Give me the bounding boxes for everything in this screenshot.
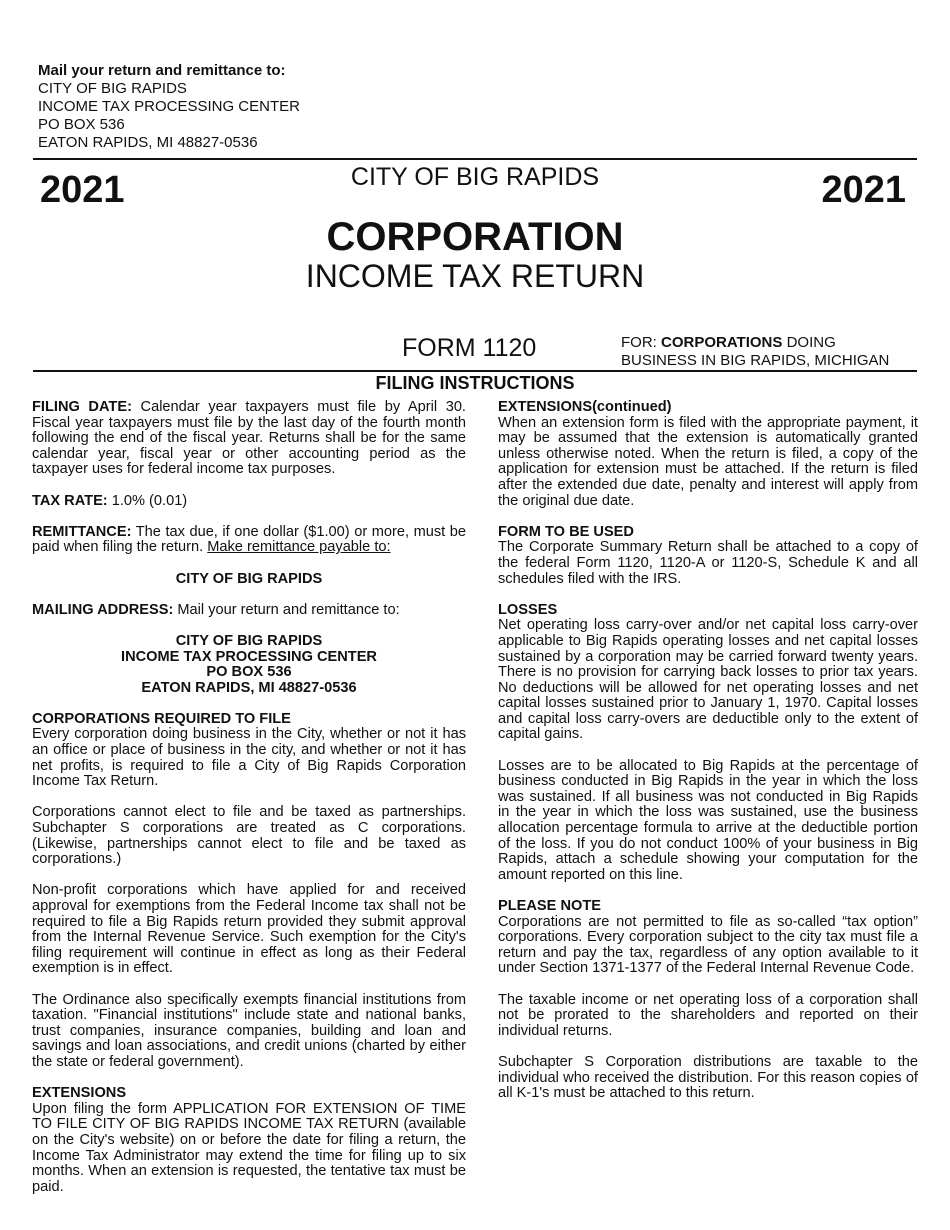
tax-year-right: 2021 <box>821 169 906 211</box>
tax-rate-label: TAX RATE: <box>32 492 108 509</box>
middle-divider <box>33 370 917 372</box>
extensions-continued-paragraph: When an extension form is filed with the appropriate payment, it may be assumed that the extension is automatically granted unless otherwise noted. When the return is filed, a copy of the application for extension must be attached. If the return is filed after the extended due date, penalty and interest will apply from the original due date. <box>498 414 918 509</box>
losses-heading: LOSSES <box>498 601 558 618</box>
left-column <box>32 400 466 1195</box>
form-to-be-used-heading: FORM TO BE USED <box>498 523 634 540</box>
tax-rate-text: 1.0% (0.01) <box>107 492 188 509</box>
please-note-paragraph: The taxable income or net operating loss of a corporation shall not be prorated to the shareholders and reported on their individual returns. <box>498 991 918 1039</box>
please-note-paragraph: Corporations are not permitted to file as so-called “tax option” corporations. Every corporation subject to the city tax must file a return and pay the tax, regardless of any option available to it under Section 1371-1377 of the Federal Internal Revenue Code. <box>498 913 918 977</box>
required-paragraph: Every corporation doing business in the City, whether or not it has an office or place of business in the city, and whether or not it has net profits, is required to file a City of Big Rapids Corporation Income Tax Return. <box>32 726 466 790</box>
mailing-line: INCOME TAX PROCESSING CENTER <box>38 98 300 115</box>
address-line: PO BOX 536 <box>206 664 292 681</box>
payee-name: CITY OF BIG RAPIDS <box>175 570 323 587</box>
address-line: CITY OF BIG RAPIDS <box>175 632 323 649</box>
mailing-line: EATON RAPIDS, MI 48827-0536 <box>38 134 258 151</box>
mailing-line: PO BOX 536 <box>38 116 125 133</box>
required-heading: CORPORATIONS REQUIRED TO FILE <box>32 710 291 727</box>
for-bold: CORPORATIONS <box>661 334 783 351</box>
remittance-text: The tax due, if one dollar ($1.00) or more, must be paid when filing the return. <box>32 523 466 556</box>
mailing-paragraph <box>32 603 466 619</box>
mailing-label: MAILING ADDRESS: <box>32 601 174 618</box>
remittance-payable: Make remittance payable to: <box>207 539 391 556</box>
tax-year-left: 2021 <box>40 169 125 211</box>
remittance-label: REMITTANCE: <box>32 523 132 540</box>
mailing-text: Mail your return and remittance to: <box>173 601 400 618</box>
form-applicability <box>621 334 921 370</box>
extensions-paragraph: Upon filing the form APPLICATION FOR EXTENSION OF TIME TO FILE CITY OF BIG RAPIDS INCOME TAX RETURN (available on the City's website) on or before the date for filing a return, the Income Tax Administrator may extend the time for filing up to six months. When an extension is requested, the tentative tax must be paid. <box>32 1100 466 1195</box>
form-to-be-used-paragraph: The Corporate Summary Return shall be attached to a copy of the federal Form 1120, 1120-A or 1120-S, Schedule K and all schedules filed with the IRS. <box>498 539 918 587</box>
filing-date-paragraph <box>32 400 466 478</box>
address-line: EATON RAPIDS, MI 48827-0536 <box>141 679 357 696</box>
extensions-heading: EXTENSIONS <box>32 1085 127 1102</box>
losses-paragraph: Net operating loss carry-over and/or net capital loss carry-over applicable to Big Rapids operating losses and net capital losses sustained by a corporation may be carried forward twenty years. There is no provision for carrying back losses to prior tax years. No deductions will be allowed for net operating losses and net capital losses sustained prior to January 1, 1970. Capital losses and capital loss carry-overs are deductible only to the extent of capital gains. <box>498 617 918 743</box>
form-title: CORPORATION <box>326 215 624 259</box>
form-number: FORM 1120 <box>402 334 537 362</box>
address-line: INCOME TAX PROCESSING CENTER <box>121 648 377 665</box>
losses-paragraph: Losses are to be allocated to Big Rapids at the percentage of business conducted in Big Rapids in the year in which the loss was sustained. If all business was not conducted in Big Rapids in the year in which the loss was sustained, use the business allocation percentage formula to arrive at the deductible portion of the loss. If you do not conduct 100% of your business in Big Rapids, attach a schedule showing your computation for the amount reported on this line. <box>498 757 918 883</box>
required-paragraph: The Ordinance also specifically exempts financial institutions from taxation. "Financial institutions" include state and national banks, trust companies, insurance companies, building and loan and savings and loan associations, and credit unions (charted by either the state or federal government). <box>32 991 466 1070</box>
tax-rate-paragraph <box>32 494 466 510</box>
for-rest: DOING <box>782 334 836 351</box>
top-divider <box>33 158 917 160</box>
mailing-address-block <box>38 62 300 152</box>
form-subtitle: INCOME TAX RETURN <box>305 258 645 294</box>
for-line2: BUSINESS IN BIG RAPIDS, MICHIGAN <box>621 352 890 369</box>
remittance-paragraph <box>32 525 466 556</box>
please-note-heading: PLEASE NOTE <box>498 898 601 914</box>
mailing-heading: Mail your return and remittance to: <box>38 62 286 79</box>
for-prefix: FOR: <box>621 334 661 351</box>
extensions-continued-heading: EXTENSIONS(continued) <box>498 399 672 415</box>
please-note-paragraph: Subchapter S Corporation distributions are taxable to the individual who received the distribution. For this reason copies of all K-1's must be attached to this return. <box>498 1053 918 1102</box>
instructions-title: FILING INSTRUCTIONS <box>375 373 575 393</box>
right-column <box>498 400 918 1102</box>
required-paragraph: Non-profit corporations which have applied for and received approval for exemptions from the Federal Income tax shall not be required to file a Big Rapids return provided they submit approval from the Internal Revenue Service. Such exemption for the City's filing requirement will continue in effect as long as their Federal exemption is in effect. <box>32 882 466 977</box>
required-paragraph: Corporations cannot elect to file and be taxed as partnerships. Subchapter S corporations are treated as C corporations. (Likewise, partnerships cannot elect to file and be taxed as corporations.) <box>32 804 466 868</box>
city-name: CITY OF BIG RAPIDS <box>350 163 600 191</box>
filing-date-text: Calendar year taxpayers must file by April 30. Fiscal year taxpayers must file by the last day of the fourth month following the end of the fiscal year. Returns shall be for the same calendar year, fiscal year or other accounting period as the taxpayer uses for federal income tax purposes. <box>32 399 466 478</box>
filing-date-label: FILING DATE: <box>32 399 132 415</box>
mailing-line: CITY OF BIG RAPIDS <box>38 80 187 97</box>
